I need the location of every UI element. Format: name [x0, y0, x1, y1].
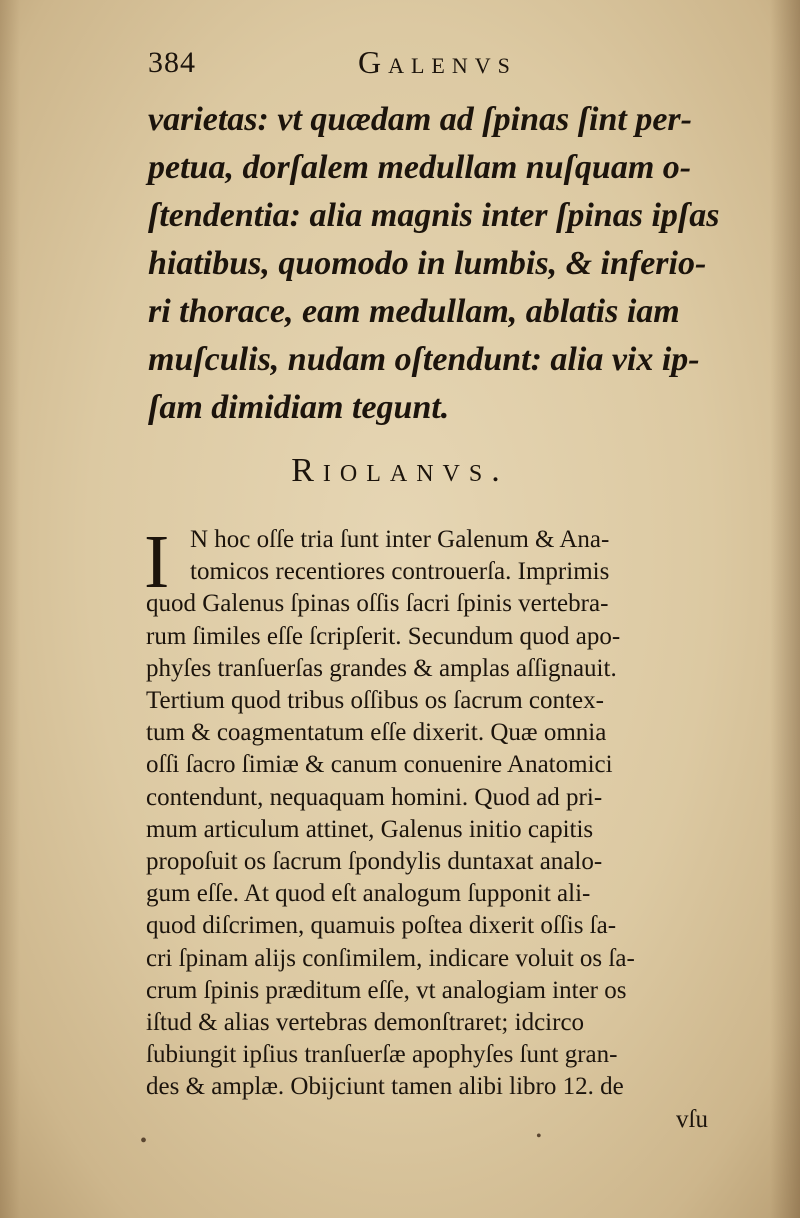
text-line: contendunt, nequaquam homini. Quod ad pri-	[146, 783, 603, 811]
page-number: 384	[148, 46, 196, 79]
body-text	[144, 520, 736, 1136]
text-line: rum ſimiles eſſe ſcripſerit. Secundum quod apo-	[146, 622, 621, 650]
text-line: hiatibus, quomodo in lumbis, & inferio-	[148, 245, 707, 282]
text-line: ſtendentia: alia magnis inter ſpinas ipſas	[148, 197, 720, 234]
text-line: mum articulum attinet, Galenus initio capitis	[146, 815, 594, 843]
text-line: propoſuit os ſacrum ſpondylis duntaxat analo-	[146, 848, 603, 876]
text-line: ſam dimidiam tegunt.	[148, 389, 450, 426]
text-line: oſſi ſacro ſimiæ & canum conuenire Anatomici	[146, 751, 613, 779]
page-edge-shadow	[0, 0, 20, 1218]
text-line: iſtud & alias vertebras demonſtraret; idcirco	[146, 1009, 585, 1037]
text-line: gum eſſe. At quod eſt analogum ſupponit ali-	[146, 880, 591, 908]
text-line: tum & coagmentatum eſſe dixerit. Quæ omnia	[146, 719, 607, 747]
text-line: varietas: vt quædam ad ſpinas ſint per-	[148, 101, 692, 138]
text-line: ſubiungit ipſius tranſuerſæ apophyſes ſunt gran-	[146, 1041, 618, 1069]
text-line: phyſes tranſuerſas grandes & amplas aſſignauit.	[146, 654, 617, 682]
page-header	[148, 42, 728, 92]
text-line: Tertium quod tribus oſſibus os ſacrum contex-	[146, 687, 604, 715]
ink-speck: •	[536, 1128, 542, 1145]
text-line: quod diſcrimen, quamuis poſtea dixerit oſſis ſa-	[146, 912, 617, 940]
catchword: vſu	[676, 1105, 708, 1133]
commentary-text	[148, 96, 748, 432]
running-head: Galenvs	[358, 44, 517, 80]
text-line: quod Galenus ſpinas oſſis ſacri ſpinis vertebra-	[146, 590, 609, 618]
text-line: N hoc oſſe tria ſunt inter Galenum & Ana-	[190, 526, 610, 553]
text-line: petua, dorſalem medullam nuſquam o-	[148, 149, 692, 186]
text-line: crum ſpinis præditum eſſe, vt analogiam inter os	[146, 976, 627, 1004]
text-line: tomicos recentiores controuerſa. Imprimis	[190, 558, 610, 586]
gutter-shadow	[770, 0, 800, 1218]
text-line: ri thorace, eam medullam, ablatis iam	[148, 293, 680, 330]
text-line: cri ſpinam alijs conſimilem, indicare voluit os ſa-	[146, 944, 635, 972]
text-line: des & amplæ. Obijciunt tamen alibi libro 12. de	[146, 1073, 624, 1101]
ink-speck: •	[140, 1130, 148, 1152]
drop-cap: I	[144, 520, 170, 604]
text-line: muſculis, nudam oſtendunt: alia vix ip-	[148, 341, 700, 378]
section-heading: Riolanvs.	[291, 452, 509, 489]
